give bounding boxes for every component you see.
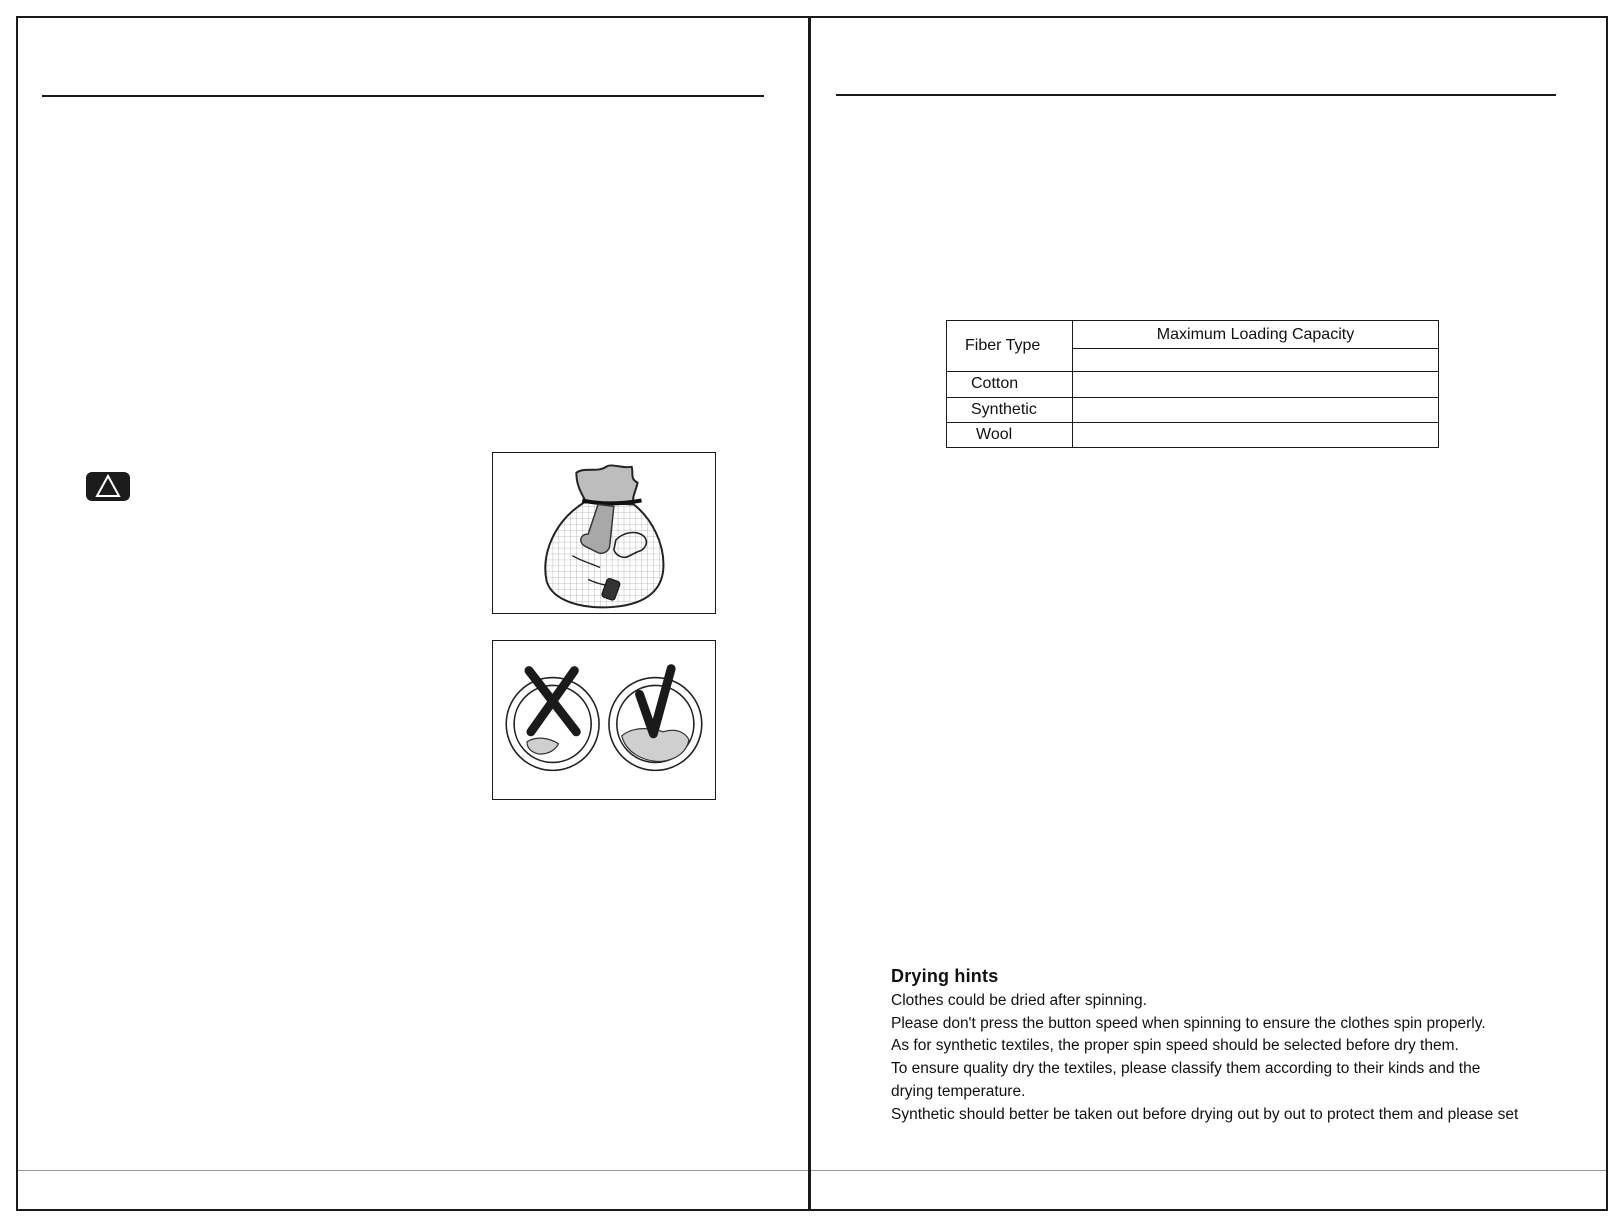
table-row <box>947 422 1439 447</box>
fiber-cotton-label: Cotton <box>947 372 1073 397</box>
fiber-type-header: Fiber Type <box>947 321 1073 372</box>
page-divider <box>808 16 811 1211</box>
right-footer-rule <box>811 1170 1606 1171</box>
fiber-wool-label: Wool <box>947 422 1073 447</box>
hint-line: Clothes could be dried after spinning. <box>891 992 1147 1009</box>
laundry-bag-illustration <box>492 452 716 614</box>
capacity-subheader <box>1073 349 1439 372</box>
hint-line: Synthetic should better be taken out before drying out by out to protect them and please set <box>891 1105 1519 1123</box>
capacity-cell <box>1073 397 1439 422</box>
table-row <box>947 397 1439 422</box>
capacity-cell <box>1073 372 1439 397</box>
warning-badge <box>86 472 130 501</box>
hint-line: Please don't press the button speed when spinning to ensure the clothes spin properly. <box>891 1014 1486 1032</box>
drying-hints <box>891 966 1551 1126</box>
hint-line: As for synthetic textiles, the proper spin speed should be selected before dry them. <box>891 1037 1459 1055</box>
right-header-rule <box>836 94 1556 96</box>
drying-hints-title: Drying hints <box>891 966 999 986</box>
table-row <box>947 372 1439 397</box>
capacity-header: Maximum Loading Capacity <box>1073 321 1439 349</box>
hint-line: drying temperature. <box>891 1082 1026 1100</box>
warning-triangle-icon <box>86 472 130 501</box>
drum-load-illustration <box>492 640 716 800</box>
fiber-synthetic-label: Synthetic <box>947 397 1073 422</box>
fiber-capacity-table <box>946 320 1439 448</box>
left-footer-rule <box>18 1170 808 1171</box>
capacity-cell <box>1073 422 1439 447</box>
hint-line: To ensure quality dry the textiles, please classify them according to their kinds and the <box>891 1060 1481 1078</box>
left-header-rule <box>42 95 764 97</box>
